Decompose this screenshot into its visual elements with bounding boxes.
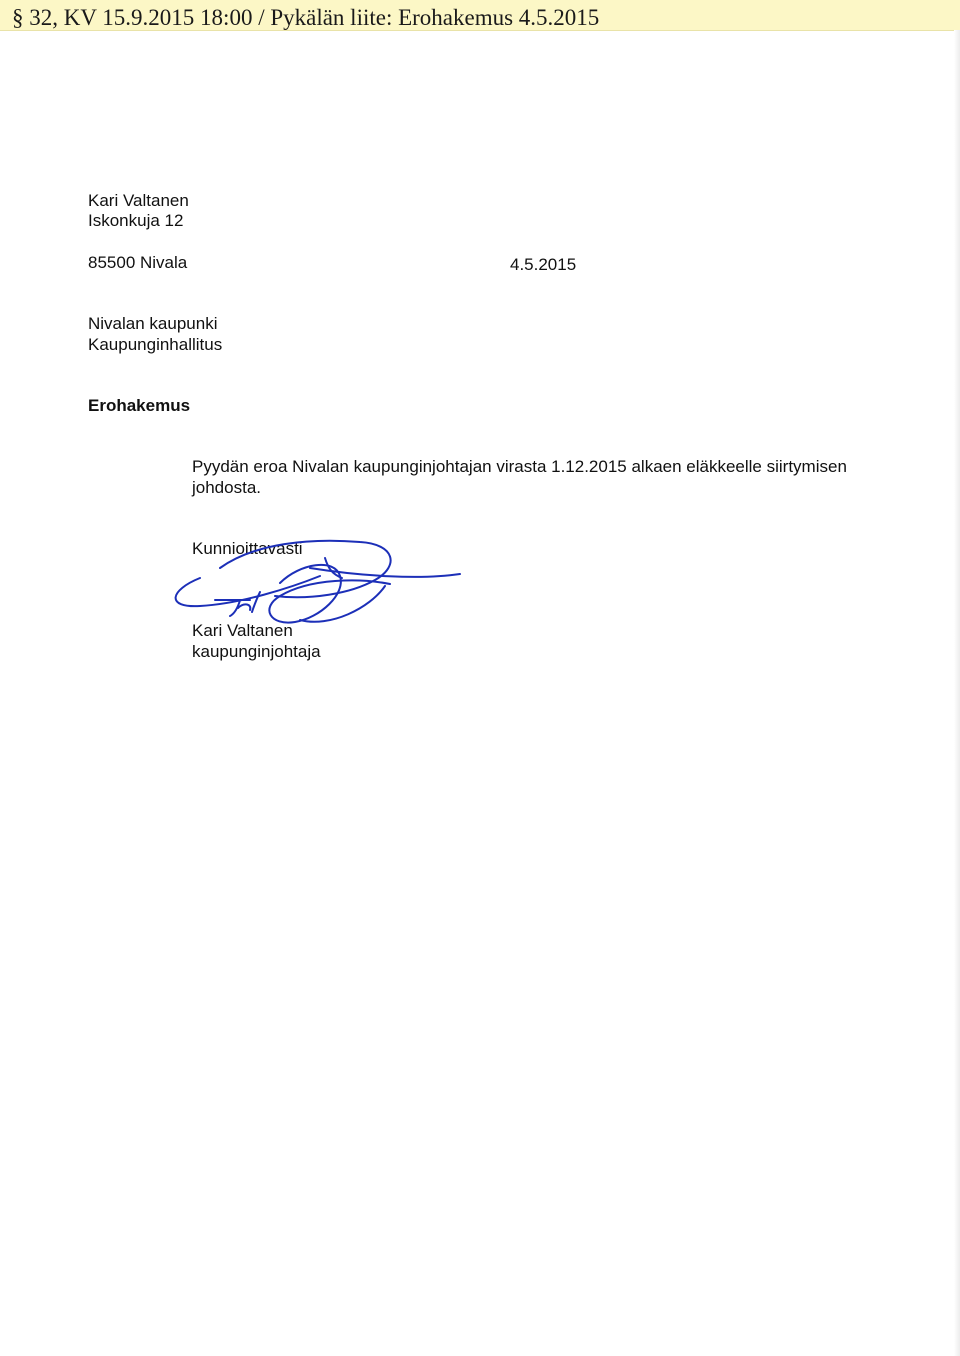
body-line-2: johdosta. [192,478,261,497]
recipient-dept: Kaupunginhallitus [88,335,223,354]
body-line-1: Pyydän eroa Nivalan kaupunginjohtajan virasta 1.12.2015 alkaen eläkkeelle siirtymisen [192,457,847,476]
pdf-header-bar [0,0,960,31]
scan-edge-shadow [954,30,960,1356]
sender-street: Iskonkuja 12 [88,211,184,230]
signer-title: kaupunginjohtaja [192,642,321,661]
letter-date: 4.5.2015 [510,255,577,274]
sender-name: Kari Valtanen [88,191,189,210]
recipient-org: Nivalan kaupunki [88,314,218,333]
closing-text: Kunnioittavasti [192,539,303,558]
sender-postal: 85500 Nivala [88,253,188,272]
pdf-header-title: § 32, KV 15.9.2015 18:00 / Pykälän liite: Erohakemus 4.5.2015 [12,5,600,30]
letter-subject: Erohakemus [88,396,191,415]
signer-name: Kari Valtanen [192,621,293,640]
